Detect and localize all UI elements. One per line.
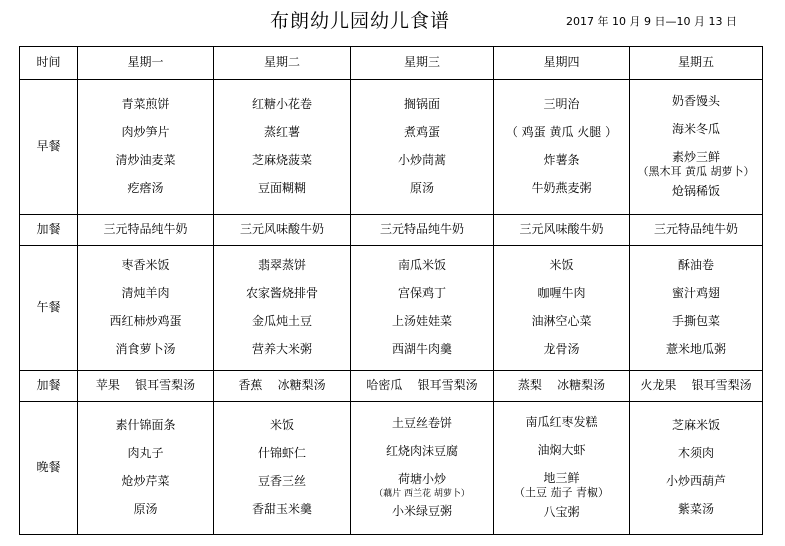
dish: 炝炒芹菜 [121, 474, 170, 488]
dish: 土豆丝卷饼 [391, 416, 452, 431]
dish: 油焖大虾 [537, 442, 586, 457]
breakfast-monday [78, 80, 214, 215]
header-tuesday: 星期二 [214, 47, 351, 80]
dish: 地三鲜 [543, 470, 580, 485]
dish: 紫菜汤 [677, 501, 714, 516]
date-range: 2017 年 10 月 9 日—10 月 13 日 [566, 15, 737, 28]
dish: 炝锅稀饭 [671, 184, 720, 199]
breakfast-tuesday [214, 80, 351, 215]
dish: 南瓜米饭 [397, 258, 446, 273]
dish: 小米绿豆粥 [391, 503, 452, 518]
dinner-thursday [494, 402, 630, 535]
meal-label-dinner: 晚餐 [20, 402, 78, 535]
lunch-friday [630, 246, 763, 371]
dish: 米饭 [269, 418, 294, 433]
dish: 芝麻烧菠菜 [251, 153, 312, 167]
dish: 咖喱牛肉 [537, 286, 586, 301]
dish: 豆香三丝 [257, 474, 306, 488]
menu-table [19, 46, 763, 535]
dish: 西湖牛肉羹 [391, 341, 452, 356]
dish: 枣香米饭 [121, 258, 170, 273]
page-title: 布朗幼儿园幼儿食谱 [270, 10, 451, 32]
dish: 清炒油麦菜 [115, 153, 176, 167]
dish: 疙瘩汤 [127, 180, 164, 195]
dish: 素什锦面条 [115, 418, 176, 433]
lunch-wednesday [351, 246, 494, 371]
dish: 消食萝卜汤 [115, 341, 176, 356]
dish: 蒸红薯 [263, 125, 300, 140]
dish: 翡翠蒸饼 [257, 258, 306, 273]
dish: 豆面糊糊 [257, 180, 306, 195]
snack1-tuesday: 三元风味酸牛奶 [214, 215, 351, 246]
breakfast-friday [630, 80, 763, 215]
dish: 龙骨汤 [543, 341, 580, 356]
snack1-thursday: 三元风味酸牛奶 [494, 215, 630, 246]
dish-detail: （藕片 西兰花 胡萝卜） [374, 488, 470, 499]
dish: 素炒三鲜 [671, 149, 720, 164]
dish-detail: （黑木耳 黄瓜 胡萝卜） [637, 165, 755, 179]
snack2-wednesday: 哈密瓜 银耳雪梨汤 [351, 371, 494, 402]
snack2-friday: 火龙果 银耳雪梨汤 [630, 371, 763, 402]
dish-detail: （ 鸡蛋 黄瓜 火腿 ） [505, 125, 618, 140]
dinner-monday [78, 402, 214, 535]
dish: 米饭 [549, 258, 574, 273]
dish: 搁锅面 [403, 97, 440, 112]
dish: 清炖羊肉 [121, 286, 170, 301]
lunch-monday [78, 246, 214, 371]
dish: 海米冬瓜 [671, 121, 720, 136]
dish: 肉炒笋片 [121, 125, 170, 140]
dish: 三明治 [543, 97, 580, 112]
header-friday: 星期五 [630, 47, 763, 80]
dish: 油淋空心菜 [531, 314, 592, 328]
dish: 奶香馒头 [671, 94, 720, 109]
dish: 蜜汁鸡翅 [671, 286, 720, 301]
snack1-wednesday: 三元特品纯牛奶 [351, 215, 494, 246]
dinner-wednesday [351, 402, 494, 535]
dish: 青菜煎饼 [121, 97, 170, 112]
meal-label-snack2: 加餐 [20, 371, 78, 402]
dish: 肉丸子 [127, 446, 164, 461]
meal-label-snack1: 加餐 [20, 215, 78, 246]
dish: 金瓜炖土豆 [251, 314, 312, 328]
dish: 炸薯条 [543, 153, 580, 167]
dish: 农家酱烧排骨 [245, 286, 318, 301]
dish: 小炒西葫芦 [665, 474, 726, 488]
breakfast-wednesday [351, 80, 494, 215]
dish: 什锦虾仁 [257, 446, 306, 461]
dish: 煮鸡蛋 [403, 125, 440, 140]
dish: 手撕包菜 [671, 314, 720, 328]
snack2-monday: 苹果 银耳雪梨汤 [78, 371, 214, 402]
breakfast-thursday [494, 80, 630, 215]
header-time: 时间 [20, 47, 78, 80]
dish: 南瓜红枣发糕 [525, 415, 598, 430]
dish: 香甜玉米羹 [251, 501, 312, 516]
dish: 酥油卷 [677, 258, 714, 273]
dinner-row [20, 402, 763, 535]
dish: 木须肉 [677, 446, 714, 461]
dish: 红烧肉沫豆腐 [385, 444, 458, 459]
snack1-row [20, 215, 763, 246]
dish: 薏米地瓜粥 [665, 341, 726, 356]
lunch-tuesday [214, 246, 351, 371]
header-thursday: 星期四 [494, 47, 630, 80]
dinner-friday [630, 402, 763, 535]
dish: 八宝粥 [543, 505, 580, 520]
header-row [20, 47, 763, 80]
dish: 西红柿炒鸡蛋 [109, 314, 182, 328]
lunch-row [20, 246, 763, 371]
dish: 营养大米粥 [251, 341, 312, 356]
meal-label-breakfast: 早餐 [20, 80, 78, 215]
dinner-tuesday [214, 402, 351, 535]
dish: 芝麻米饭 [671, 418, 720, 433]
lunch-thursday [494, 246, 630, 371]
snack2-row [20, 371, 763, 402]
dish: 宫保鸡丁 [397, 286, 446, 301]
dish: 红糖小花卷 [251, 97, 312, 112]
breakfast-row [20, 80, 763, 215]
dish: 上汤娃娃菜 [391, 314, 452, 328]
dish: 牛奶燕麦粥 [531, 180, 592, 195]
header-wednesday: 星期三 [351, 47, 494, 80]
dish: 荷塘小炒 [397, 471, 446, 486]
snack1-friday: 三元特品纯牛奶 [630, 215, 763, 246]
dish-detail: （土豆 茄子 青椒） [514, 486, 609, 500]
header-monday: 星期一 [78, 47, 214, 80]
snack1-monday: 三元特品纯牛奶 [78, 215, 214, 246]
dish: 小炒茼蒿 [397, 153, 446, 167]
snack2-thursday: 蒸梨 冰糖梨汤 [494, 371, 630, 402]
dish: 原汤 [409, 180, 434, 195]
dish: 原汤 [133, 501, 158, 516]
meal-label-lunch: 午餐 [20, 246, 78, 371]
snack2-tuesday: 香蕉 冰糖梨汤 [214, 371, 351, 402]
